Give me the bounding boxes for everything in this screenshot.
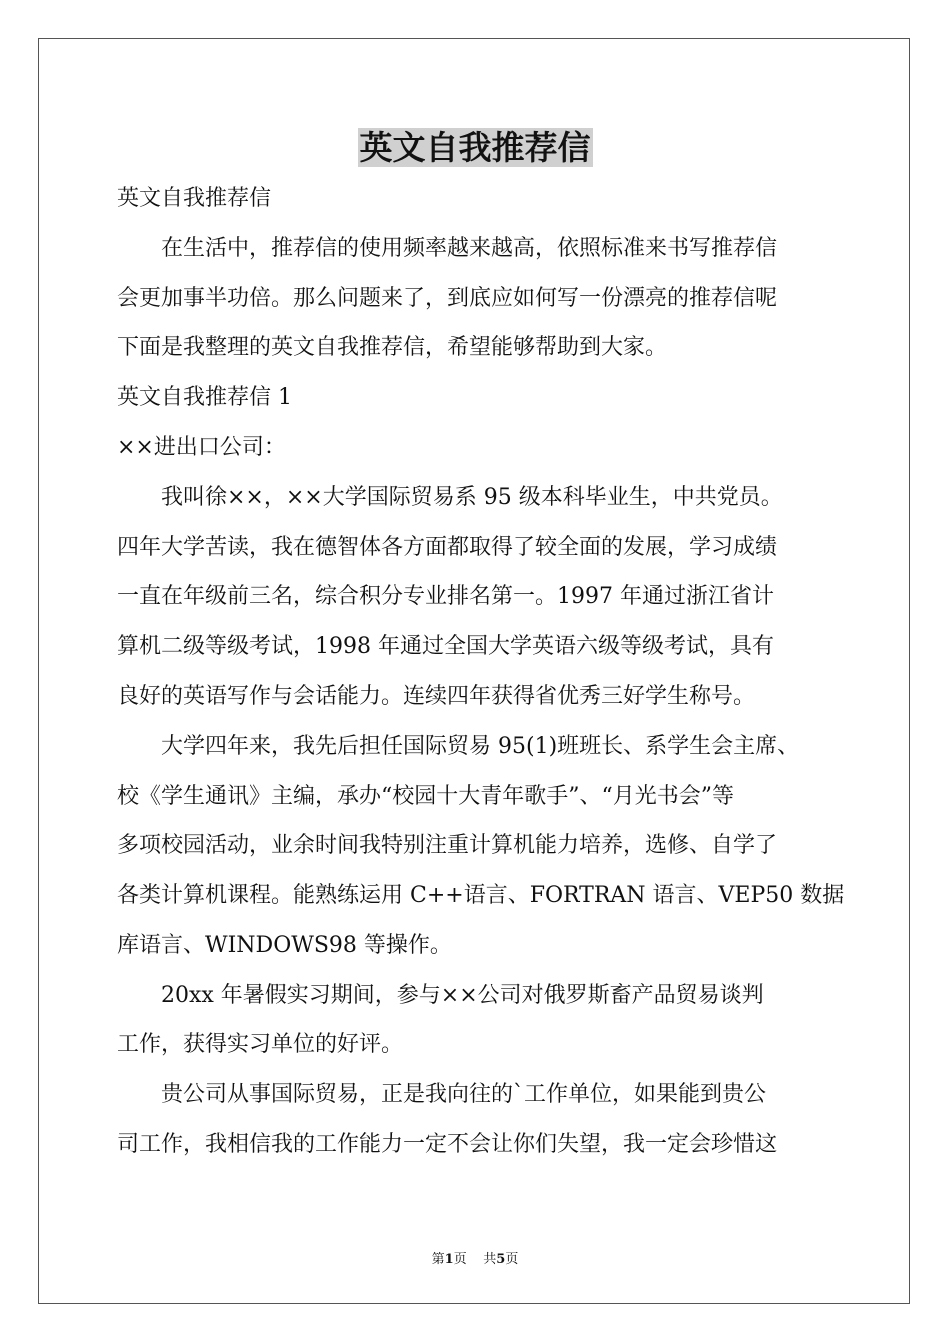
total-prefix: 共 (483, 1252, 497, 1267)
salutation: ××进出口公司： (117, 435, 286, 460)
body-line: 一直在年级前三名，综合积分专业排名第一。1997 年通过浙江省计 (117, 584, 774, 609)
page-suffix: 页 (453, 1252, 467, 1267)
section-heading: 英文自我推荐信 1 (117, 385, 292, 410)
body-line: 四年大学苦读，我在德智体各方面都取得了较全面的发展，学习成绩 (117, 535, 778, 560)
body-line: 司工作，我相信我的工作能力一定不会让你们失望，我一定会珍惜这 (117, 1132, 778, 1157)
body-line: 良好的英语写作与会话能力。连续四年获得省优秀三好学生称号。 (117, 684, 756, 709)
body-line: 下面是我整理的英文自我推荐信，希望能够帮助到大家。 (117, 335, 668, 360)
body-line: 校《学生通讯》主编，承办“校园十大青年歌手”、“月光书会”等 (117, 784, 734, 809)
body-line: 会更加事半功倍。那么问题来了，到底应如何写一份漂亮的推荐信呢 (117, 286, 778, 311)
document-title: 英文自我推荐信 (359, 128, 591, 167)
document-title-block (0, 126, 950, 170)
body-line: 大学四年来，我先后担任国际贸易 95(1)班班长、系学生会主席、 (117, 734, 800, 759)
body-line: 英文自我推荐信 (117, 186, 272, 211)
body-line: 贵公司从事国际贸易，正是我向往的`工作单位，如果能到贵公 (117, 1082, 767, 1107)
total-suffix: 页 (505, 1252, 519, 1267)
body-line: 库语言、WINDOWS98 等操作。 (117, 933, 452, 958)
body-line: 各类计算机课程。能熟练运用 C++语言、FORTRAN 语言、VEP50 数据 (117, 883, 845, 908)
body-line: 多项校园活动，业余时间我特别注重计算机能力培养，选修、自学了 (117, 833, 778, 858)
body-line: 算机二级等级考试，1998 年通过全国大学英语六级等级考试，具有 (117, 634, 774, 659)
page-number: 1 (444, 1252, 454, 1267)
total-pages: 5 (496, 1252, 506, 1267)
body-line: 工作，获得实习单位的好评。 (117, 1032, 404, 1057)
page-border (38, 38, 910, 1304)
body-line: 在生活中，推荐信的使用频率越来越高，依照标准来书写推荐信 (117, 236, 778, 261)
page-prefix: 第 (431, 1252, 445, 1267)
page-footer (0, 1248, 950, 1267)
body-line: 20xx 年暑假实习期间，参与××公司对俄罗斯畜产品贸易谈判 (117, 983, 764, 1008)
body-line: 我叫徐××，××大学国际贸易系 95 级本科毕业生，中共党员。 (117, 485, 783, 510)
